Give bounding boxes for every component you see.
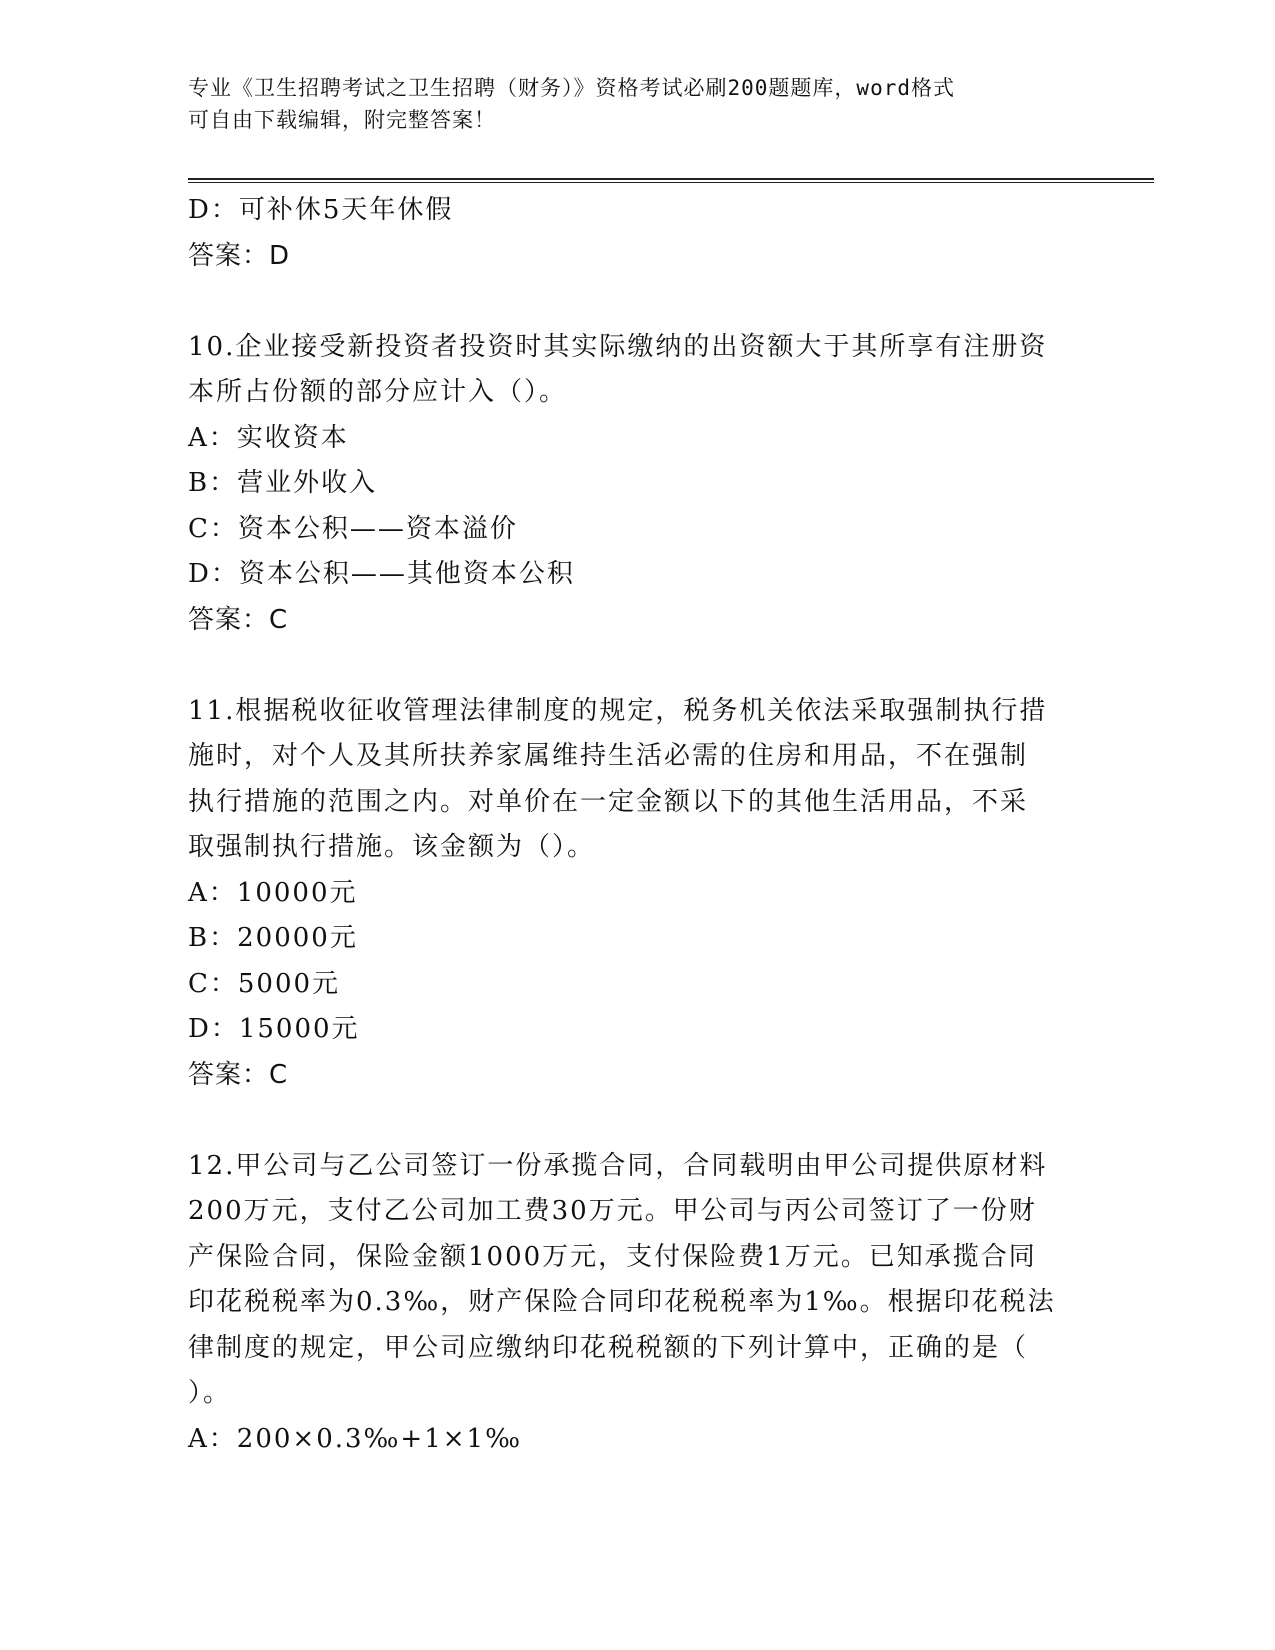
question-text-line: 12.甲公司与乙公司签订一份承揽合同，合同载明由甲公司提供原材料 (188, 1150, 1048, 1181)
option-c: C：5000元 (188, 968, 341, 999)
question-11 (188, 689, 1068, 1099)
answer-line: 答案：C (188, 604, 289, 635)
question-text-line: 10.企业接受新投资者投资时其实际缴纳的出资额大于其所享有注册资 (188, 331, 1048, 362)
header-line-1: 专业《卫生招聘考试之卫生招聘（财务）》资格考试必刷200题题库，word格式 (188, 76, 955, 100)
question-12 (188, 1144, 1068, 1463)
option-a: A：200×0.3‰+1×1‰ (188, 1423, 522, 1454)
option-d: D：资本公积——其他资本公积 (188, 559, 575, 589)
question-text-line: 本所占份额的部分应计入（）。 (188, 377, 568, 407)
question-10 (188, 325, 1068, 644)
spacer (188, 643, 1068, 689)
question-text-line: 印花税税率为0.3‰，财产保险合同印花税税率为1‰。根据印花税法 (188, 1287, 1056, 1317)
question-text-line: 200万元，支付乙公司加工费30万元。甲公司与丙公司签订了一份财 (188, 1196, 1037, 1226)
spacer (188, 279, 1068, 325)
previous-question-tail (188, 188, 1068, 279)
question-text-line: 取强制执行措施。该金额为（）。 (188, 832, 596, 862)
answer-line: 答案：D (188, 240, 291, 271)
option-a: A：10000元 (188, 877, 358, 908)
header-line-2: 可自由下载编辑，附完整答案！ (188, 108, 496, 132)
option-b: B：营业外收入 (188, 468, 378, 498)
document-header (188, 72, 1068, 136)
question-text-line: 11.根据税收征收管理法律制度的规定，税务机关依法采取强制执行措 (188, 695, 1048, 726)
question-text-line: ）。 (188, 1378, 232, 1408)
question-text-line: 执行措施的范围之内。对单价在一定金额以下的其他生活用品，不采 (188, 786, 1029, 817)
spacer (188, 1098, 1068, 1144)
question-text-line: 产保险合同，保险金额1000万元，支付保险费1万元。已知承揽合同 (188, 1241, 1037, 1272)
option-d: D：可补休5天年休假 (188, 195, 454, 225)
question-text-line: 律制度的规定，甲公司应缴纳印花税税额的下列计算中，正确的是（ (188, 1332, 1029, 1363)
option-a: A：实收资本 (188, 422, 349, 453)
document-body (188, 188, 1068, 1462)
option-d: D：15000元 (188, 1014, 360, 1044)
answer-line: 答案：C (188, 1059, 289, 1090)
question-text-line: 施时，对个人及其所扶养家属维持生活必需的住房和用品，不在强制 (188, 741, 1029, 771)
header-divider-thin (188, 182, 1154, 183)
option-b: B：20000元 (188, 923, 358, 953)
header-divider-thick (188, 178, 1154, 180)
option-c: C：资本公积——资本溢价 (188, 513, 518, 544)
